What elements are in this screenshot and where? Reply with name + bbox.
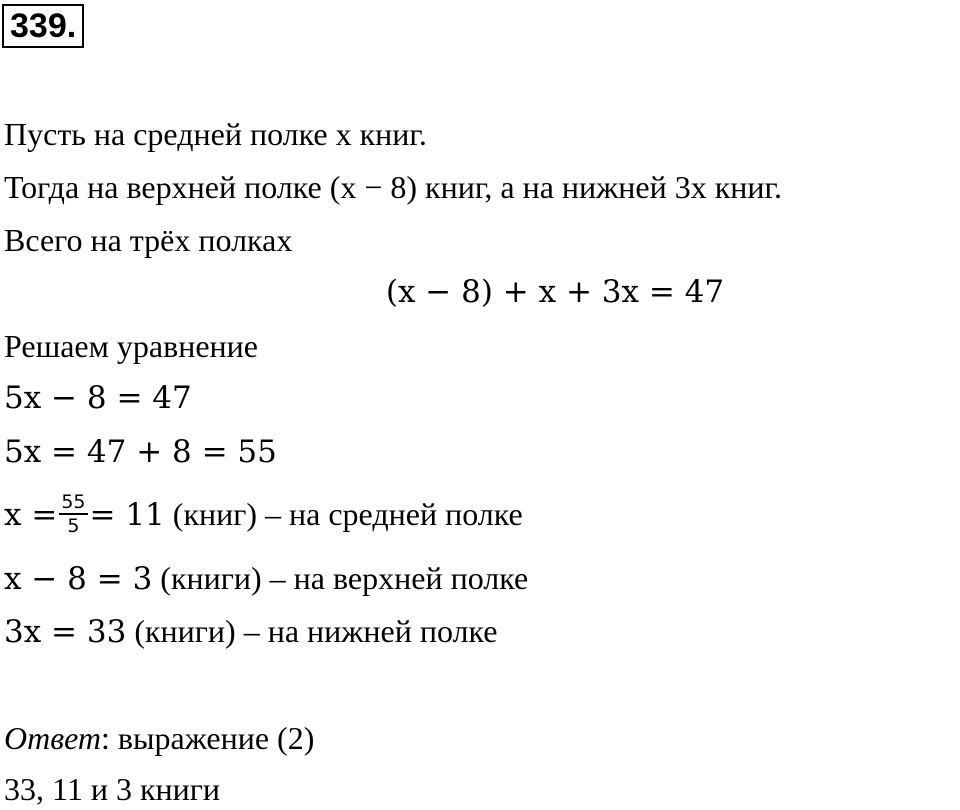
equation-4-math: x − 8 = 3	[4, 561, 153, 597]
answer-line-2: 33, 11 и 3 книги	[4, 771, 220, 807]
answer-line	[4, 718, 314, 758]
fraction	[59, 491, 87, 537]
text-line-1: Пусть на средней полке x книг.	[4, 116, 427, 152]
equation-4	[4, 558, 528, 599]
equation-5-math: 3x = 33	[4, 614, 127, 650]
answer-text: : выражение (2)	[101, 720, 315, 756]
equation-3-right: = 11	[89, 497, 165, 533]
main-equation: (x − 8) + x + 3x = 47	[385, 274, 725, 310]
equation-4-text: (книги) – на верхней полке	[152, 560, 529, 596]
text-line-2: Тогда на верхней полке (x − 8) книг, а на нижней 3x книг.	[4, 169, 783, 205]
equation-3-text: (книг) – на средней полке	[164, 496, 523, 532]
equation-3-left: x =	[4, 497, 58, 533]
fraction-numerator: 55	[61, 490, 86, 513]
equation-3	[4, 490, 523, 541]
text-line-3: Всего на трёх полках	[4, 222, 293, 258]
equation-5	[4, 611, 497, 652]
fraction-denominator: 5	[67, 514, 80, 537]
equation-1: 5x − 8 = 47	[4, 380, 192, 416]
equation-5-text: (книги) – на нижней полке	[126, 613, 498, 649]
equation-2: 5x = 47 + 8 = 55	[4, 434, 277, 470]
text-line-4: Решаем уравнение	[4, 328, 258, 364]
answer-label: Ответ	[4, 720, 101, 756]
problem-number: 339.	[2, 4, 84, 48]
